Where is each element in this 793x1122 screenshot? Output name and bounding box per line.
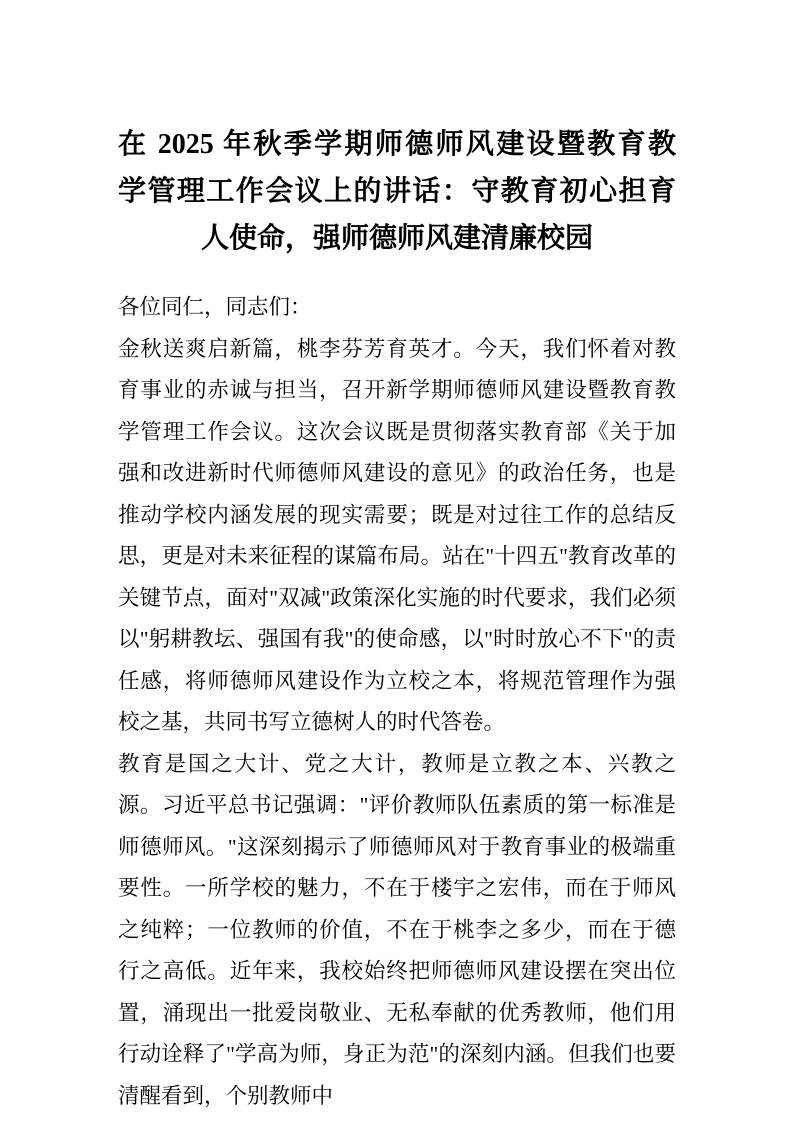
body-text bbox=[118, 287, 676, 1117]
page-content bbox=[118, 0, 676, 1117]
page-title bbox=[118, 121, 676, 262]
title-line-1: 在 2025 年秋季学期师德师风建设暨教育教 bbox=[118, 129, 676, 160]
body-paragraph-1: 金秋送爽启新篇，桃李芬芳育英才。今天，我们怀着对教育事业的赤诚与担当，召开新学期师德师风建设暨教育教学管理工作会议。这次会议既是贯彻落实教育部《关于加强和改进新时代师德师风建设的意见》的政治任务，也是推动学校内涵发展的现实需要；既是对过往工作的总结反思，更是对未来征程的谋篇布局。站在"十四五"教育改革的关键节点，面对"双减"政策深化实施的时代要求，我们必须以"躬耕教坛、强国有我"的使命感，以"时时放心不下"的责任感，将师德师风建设作为立校之本，将规范管理作为强校之基，共同书写立德树人的时代答卷。 bbox=[118, 336, 676, 734]
salutation-paragraph: 各位同仁，同志们： bbox=[118, 295, 312, 319]
title-line-3: 人使命，强师德师风建清廉校园 bbox=[200, 223, 593, 254]
body-paragraph-2: 教育是国之大计、党之大计，教师是立教之本、兴教之源。习近平总书记强调："评价教师队伍素质的第一标准是师德师风。"这深刻揭示了师德师风对于教育事业的极端重要性。一所学校的魅力，不在于楼宇之宏伟，而在于师风之纯粹；一位教师的价值，不在于桃李之多少，而在于德行之高低。近年来，我校始终把师德师风建设摆在突出位置，涌现出一批爱岗敬业、无私奉献的优秀教师，他们用行动诠释了"学高为师，身正为范"的深刻内涵。但我们也要清醒看到，个别教师中 bbox=[118, 751, 676, 1108]
title-top-spacer bbox=[118, 0, 676, 121]
title-line-2: 学管理工作会议上的讲话：守教育初心担育 bbox=[118, 176, 676, 207]
